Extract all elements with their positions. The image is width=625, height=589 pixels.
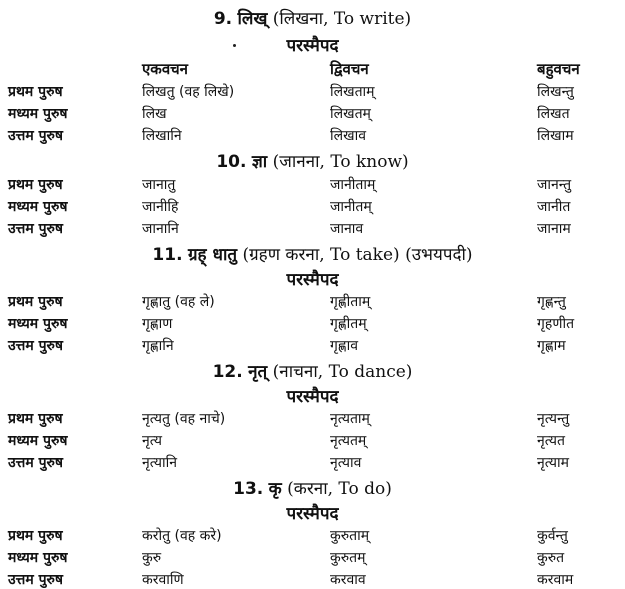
cell: नृत्यत [537,433,565,449]
cell: जानीत [537,199,571,215]
cell: कुरुत [537,550,565,566]
cell: करवाणि [142,572,184,588]
column-header-plural: बहुवचन [537,60,580,78]
cell: नृत्यानि [142,455,177,471]
cell: गृह्णाण [142,316,173,332]
row-label-third-person: उत्तम पुरुष [8,338,64,354]
cell: लिखन्तु [537,84,574,100]
cell: कुर्वन्तु [537,528,568,544]
cell: कुरुताम् [330,528,370,544]
row-label-first-person: प्रथम पुरुष [8,177,63,193]
verb-root: कृ [268,479,282,499]
verb-gloss: (नाचना, To dance) [272,362,413,382]
section-number: 10. [216,152,247,172]
cell: गृहणीत [537,316,575,332]
cell: जानाम [537,221,571,237]
cell: लिखत [537,106,570,122]
cell: गृह्णातु (वह ले) [142,294,215,310]
cell: गृह्णीताम् [330,294,371,310]
section-10-title [0,149,625,172]
cell: नृत्य [142,433,162,449]
cell: नृत्यन्तु [537,411,570,427]
section-13-title [0,476,625,499]
section-12-title [0,359,625,382]
verb-root: ज्ञा [251,152,268,172]
cell: जानानि [142,221,179,237]
row-label-first-person: प्रथम पुरुष [8,528,63,544]
pada-heading: परस्मैपद [286,36,339,56]
row-label-third-person: उत्तम पुरुष [8,572,64,588]
cell: करवाम [537,572,574,588]
row-label-third-person: उत्तम पुरुष [8,128,64,144]
row-label-first-person: प्रथम पुरुष [8,411,63,427]
pada-heading: परस्मैपद [286,504,339,524]
cell: जानाव [330,221,364,237]
cell: लिखाव [330,128,366,144]
row-label-third-person: उत्तम पुरुष [8,455,64,471]
cell: कुरुतम् [330,550,366,566]
section-number: 11. [152,245,183,265]
row-label-second-person: मध्यम पुरुष [8,106,68,122]
verb-gloss: (करना, To do) [287,479,392,499]
section-number: 9. [213,9,233,29]
cell: जानीतम् [330,199,372,215]
cell: नृत्याव [330,455,362,471]
verb-root: लिख् [237,9,268,29]
section-number: 13. [233,479,264,499]
cell: जानीताम् [330,177,376,193]
cell: लिखताम् [330,84,375,100]
verb-gloss: (ग्रहण करना, To take) (उभयपदी) [242,245,473,265]
row-label-second-person: मध्यम पुरुष [8,550,68,566]
column-header-dual: द्विवचन [330,60,369,78]
verb-gloss: (लिखना, To write) [272,9,412,29]
pada-heading: परस्मैपद [286,270,339,290]
verb-root: नृत् [248,362,268,382]
cell: लिखतम् [330,106,371,122]
row-label-second-person: मध्यम पुरुष [8,199,68,215]
cell: नृत्यताम् [330,411,370,427]
row-label-first-person: प्रथम पुरुष [8,294,63,310]
cell: जानातु [142,177,176,193]
row-label-second-person: मध्यम पुरुष [8,316,68,332]
pada-heading: परस्मैपद [286,387,339,407]
cell: नृत्यतम् [330,433,367,449]
cell: कुरु [142,550,162,566]
cell: गृह्णाम [537,338,566,354]
cell: गृह्णाव [330,338,359,354]
cell: करवाव [330,572,366,588]
cell: नृत्यतु (वह नाचे) [142,411,226,427]
row-label-third-person: उत्तम पुरुष [8,221,64,237]
stray-dot [233,44,236,47]
section-11-title [0,242,625,265]
cell: लिख [142,106,167,122]
row-label-first-person: प्रथम पुरुष [8,84,63,100]
cell: गृह्णीतम् [330,316,367,332]
cell: करोतु (वह करे) [142,528,222,544]
column-header-singular: एकवचन [142,60,189,78]
verb-gloss: (जानना, To know) [272,152,409,172]
cell: जानीहि [142,199,179,215]
verb-root: ग्रह् धातु [187,245,238,265]
row-label-second-person: मध्यम पुरुष [8,433,68,449]
section-9-title [0,6,625,29]
cell: लिखतु (वह लिखे) [142,84,235,100]
section-number: 12. [212,362,243,382]
cell: लिखाम [537,128,574,144]
cell: जानन्तु [537,177,572,193]
cell: नृत्याम [537,455,569,471]
cell: गृह्णन्तु [537,294,566,310]
cell: गृह्णानि [142,338,174,354]
cell: लिखानि [142,128,182,144]
